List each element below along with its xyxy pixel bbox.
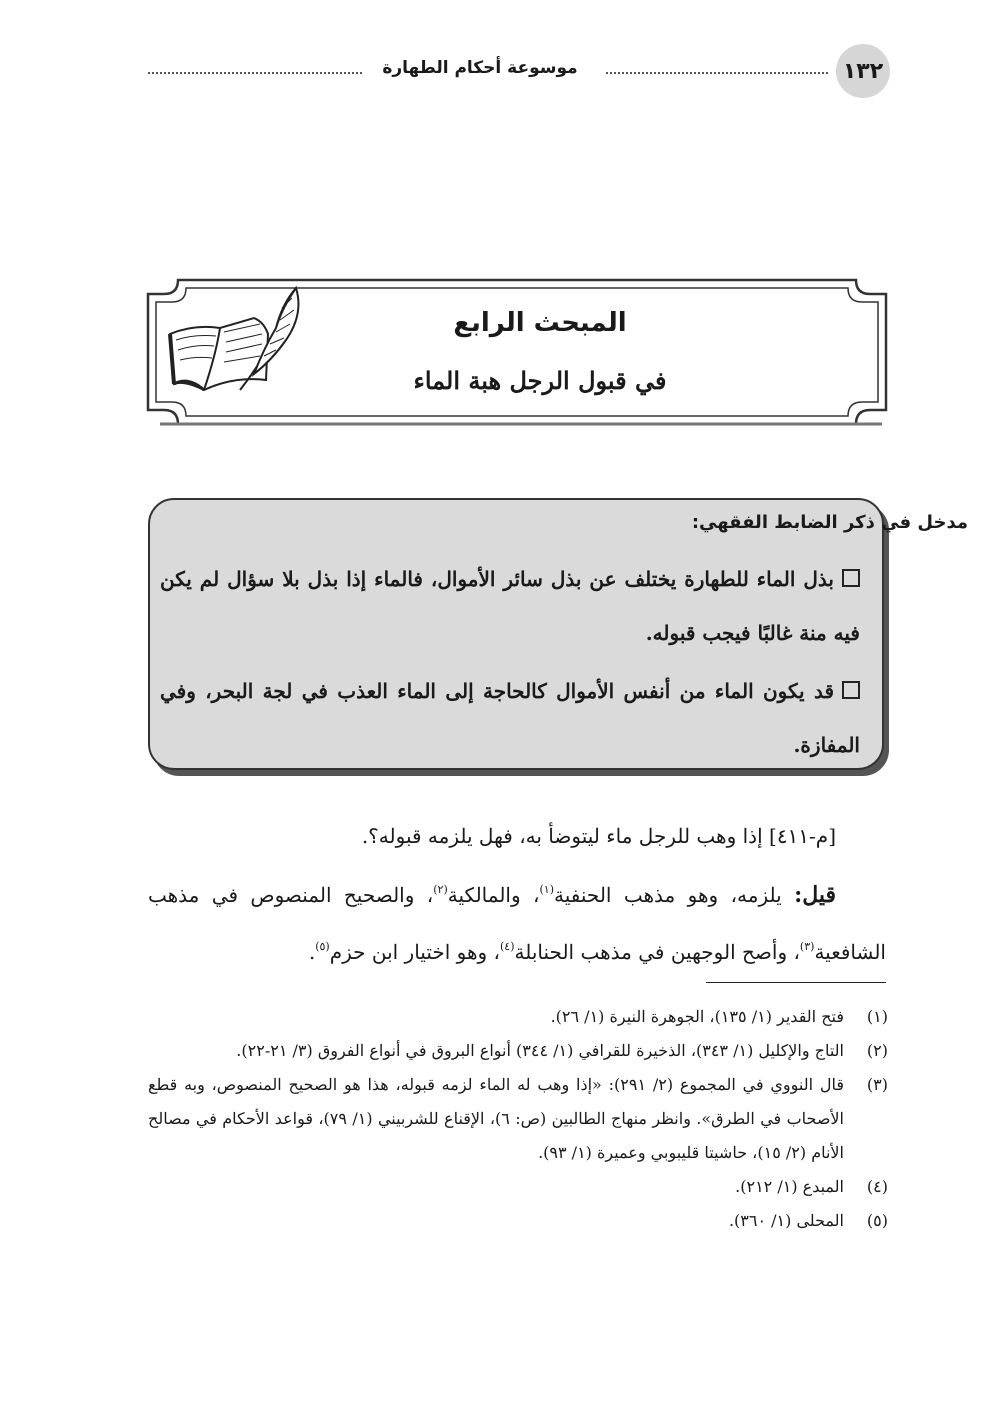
rule-box-heading: مدخل في ذكر الضابط الفقهي: [691,512,968,533]
running-header-title: موسوعة أحكام الطهارة [382,58,578,78]
answer-text: يلزمه، وهو مذهب الحنفية [554,883,795,907]
footnote [148,1068,888,1170]
footnote-text: المبدع (١/ ٢١٢). [735,1177,844,1196]
checkbox-square-icon [842,569,860,587]
answer-paragraph [148,864,886,978]
open-book-quill-icon [164,284,306,396]
footnote-ref[interactable]: (١) [539,883,554,896]
footnote-number: (٥) [866,1211,888,1230]
answer-text: ، والصحيح المنصوص في مذهب الشافعية [148,883,886,964]
checkbox-square-icon [842,681,860,699]
footnote-text: قال النووي في المجموع (٢/ ٢٩١): «إذا وهب له الماء لزمه قبوله، هذا هو الصحيح المنصوص، وبه قطع الأصحاب في الطرق». وانظر منهاج الطالبين (ص: ٦)، الإقناع للشربيني (١/ ٧٩)، قواعد الأحكام في مصالح الأنام (٢/ ١٥)، حاشيتا قليبوبي وعميرة (١/ ٩٣). [148,1075,844,1162]
footnote-ref[interactable]: (٣) [799,940,815,953]
question-paragraph: [م-٤١١] إذا وهب للرجل ماء ليتوضأ به، فهل يلزمه قبوله؟. [361,824,836,848]
footnote-number: (٣) [866,1075,888,1094]
answer-text: ، وهو اختيار ابن حزم [329,940,500,964]
footnote-ref[interactable]: (٥) [315,940,330,953]
rule-item-text: بذل الماء للطهارة يختلف عن بذل سائر الأموال، فالماء إذا بذل بلا سؤال لم يكن فيه منة غالبًا فيجب قبوله. [160,567,860,645]
footnote-ref[interactable]: (٢) [433,883,448,896]
footnote-separator [706,982,886,983]
page-number: ١٣٢ [836,44,890,98]
rule-item [160,664,860,772]
footnote-ref[interactable]: (٤) [500,940,515,953]
rule-item-text: قد يكون الماء من أنفس الأموال كالحاجة إلى الماء العذب في لجة البحر، وفي المفازة. [160,679,860,757]
footnote [148,1000,888,1034]
header-dotted-rule-right [606,72,828,74]
footnote-number: (٢) [866,1041,888,1060]
answer-lead: قيل: [794,882,837,908]
footnote-text: المحلى (١/ ٣٦٠). [728,1211,844,1230]
footnote-text: التاج والإكليل (١/ ٣٤٣)، الذخيرة للقرافي (١/ ٣٤٤) أنواع البروق في أنواع الفروق (٣/ ٢١-٢٢). [236,1041,844,1060]
footnote-number: (١) [866,1007,888,1026]
footnote [148,1170,888,1204]
answer-text: ، وأصح الوجهين في مذهب الحنابلة [514,940,800,964]
footnote-number: (٤) [866,1177,888,1196]
footnote [148,1034,888,1068]
section-subtitle: في قبول الرجل هبة الماء [413,366,667,395]
answer-text: ، والمالكية [447,883,540,907]
section-title: المبحث الرابع [453,308,627,338]
footnotes [148,1000,888,1238]
footnote-text: فتح القدير (١/ ١٣٥)، الجوهرة النيرة (١/ ٢٦). [550,1007,844,1026]
answer-text: . [308,940,316,964]
footnote [148,1204,888,1238]
rule-item [160,552,860,660]
header-dotted-rule-left [148,72,362,74]
